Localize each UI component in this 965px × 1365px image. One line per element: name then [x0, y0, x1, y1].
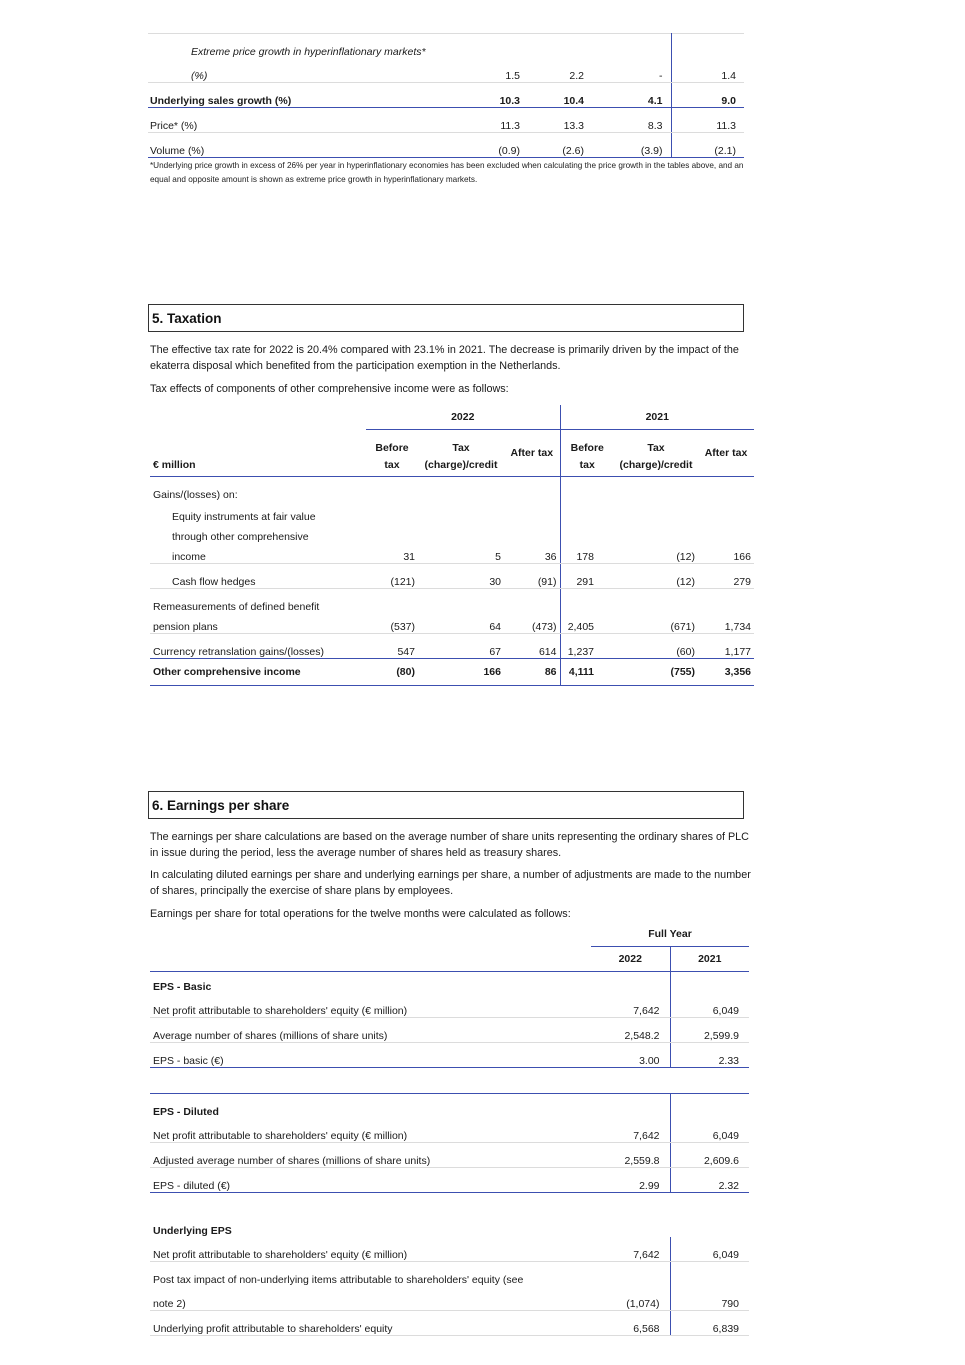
column-header: Tax	[452, 441, 470, 454]
cell: 64	[418, 613, 504, 634]
cell: 1,237	[560, 633, 614, 658]
cell: (3.9)	[594, 133, 671, 158]
table-row	[150, 476, 754, 501]
table-row	[150, 1018, 749, 1043]
table-row	[150, 1043, 749, 1068]
column-header: After tax	[510, 446, 554, 459]
column-header: tax	[560, 454, 614, 477]
column-header: 2021	[670, 947, 749, 972]
cell: 13.3	[523, 108, 594, 133]
cell: (80)	[366, 658, 418, 685]
cell: 6,839	[670, 1311, 749, 1336]
row-label: (%)	[148, 58, 478, 83]
cell: 67	[418, 633, 504, 658]
column-header: Before	[560, 430, 614, 454]
cell: 2,599.9	[670, 1018, 749, 1043]
paragraph: The earnings per share calculations are based on the average number of share units representing the ordinary shares of PLC in issue during the period, less the average number of shares held as treasury shares.	[150, 831, 749, 859]
section-heading-eps: 6. Earnings per share	[148, 791, 744, 819]
cell: 2,548.2	[591, 1018, 670, 1043]
table-header-row	[150, 947, 749, 972]
table-row	[150, 993, 749, 1018]
table-row	[148, 34, 744, 59]
column-header: (charge)/credit	[619, 458, 693, 471]
table-row	[150, 501, 754, 523]
cell: 11.3	[671, 108, 744, 133]
table-row	[150, 523, 754, 543]
cell: 3,356	[698, 658, 754, 685]
cell: 31	[366, 543, 418, 564]
table-row	[150, 563, 754, 588]
table-row	[148, 83, 744, 108]
cell: 8.3	[594, 108, 671, 133]
cell: 178	[560, 543, 614, 564]
cell: 30	[418, 563, 504, 588]
row-label: Cash flow hedges	[150, 563, 366, 588]
year-header: 2022	[366, 405, 560, 430]
cell: 166	[418, 658, 504, 685]
cell: 291	[560, 563, 614, 588]
paragraph: In calculating diluted earnings per share and underlying earnings per share, a number of adjustments are made to the number of shares, principally the exercise of share plans by employees.	[150, 869, 751, 897]
eps-underlying-table	[150, 1213, 749, 1336]
table-row	[150, 633, 754, 658]
table-row	[150, 1143, 749, 1168]
row-label: pension plans	[150, 613, 366, 634]
paragraph: Earnings per share for total operations for the twelve months were calculated as follows:	[150, 908, 571, 920]
cell: (537)	[366, 613, 418, 634]
cell: 5	[418, 543, 504, 564]
row-label: Net profit attributable to shareholders' equity (€ million)	[150, 993, 591, 1018]
cell: 547	[366, 633, 418, 658]
table-row	[150, 1118, 749, 1143]
row-label: Equity instruments at fair value	[172, 510, 316, 523]
row-label: Gains/(losses) on:	[153, 488, 238, 501]
row-label: Price* (%)	[148, 108, 478, 133]
group-title: EPS - Basic	[153, 981, 212, 993]
cell: (1,074)	[591, 1286, 670, 1311]
cell: 790	[670, 1286, 749, 1311]
row-label: Remeasurements of defined benefit	[153, 600, 320, 613]
cell: 4.1	[594, 83, 671, 108]
row-label: Underlying profit attributable to shareholders' equity	[150, 1311, 591, 1336]
column-group-header: Full Year	[591, 922, 749, 947]
cell: 2,559.8	[591, 1143, 670, 1168]
cell: (671)	[614, 613, 698, 634]
table-row	[148, 133, 744, 158]
cell: 6,049	[670, 1237, 749, 1262]
row-label: through other comprehensive	[172, 530, 309, 543]
cell: 2,609.6	[670, 1143, 749, 1168]
table-row	[150, 1286, 749, 1311]
sales-growth-table	[148, 33, 744, 158]
column-header: Before	[375, 441, 409, 454]
cell: (755)	[614, 658, 698, 685]
eps-diluted-table	[150, 1093, 749, 1193]
row-label: Underlying sales growth (%)	[148, 83, 478, 108]
cell: 1.5	[478, 58, 523, 83]
row-label: Currency retranslation gains/(losses)	[150, 633, 366, 658]
table-row	[150, 1213, 749, 1237]
cell: (91)	[504, 563, 560, 588]
cell: 6,049	[670, 993, 749, 1018]
cell: (2.1)	[671, 133, 744, 158]
column-header: Tax	[647, 441, 665, 454]
cell: 6,049	[670, 1118, 749, 1143]
table-row	[150, 1237, 749, 1262]
table-header-row	[150, 405, 754, 430]
table-row	[148, 108, 744, 133]
paragraph: Tax effects of components of other comprehensive income were as follows:	[150, 383, 509, 395]
table-row	[150, 969, 749, 993]
unit-label: € million	[153, 458, 196, 471]
cell: 7,642	[591, 993, 670, 1018]
cell: 7,642	[591, 1237, 670, 1262]
cell: (2.6)	[523, 133, 594, 158]
cell: (12)	[614, 543, 698, 564]
row-label: Volume (%)	[148, 133, 478, 158]
eps-header-table	[150, 922, 749, 972]
cell: 1,177	[698, 633, 754, 658]
cell: 3.00	[591, 1043, 670, 1068]
table-row	[150, 1168, 749, 1193]
table-header-row	[150, 430, 754, 454]
table-row-total	[150, 658, 754, 685]
column-header: tax	[384, 458, 400, 471]
cell: (121)	[366, 563, 418, 588]
cell: 4,111	[560, 658, 614, 685]
row-label: Other comprehensive income	[150, 658, 366, 685]
group-title: EPS - Diluted	[153, 1106, 219, 1118]
eps-basic-table	[150, 969, 749, 1068]
table-row	[148, 58, 744, 83]
table-row	[150, 613, 754, 634]
cell: 2.99	[591, 1168, 670, 1193]
paragraph: The effective tax rate for 2022 is 20.4% compared with 23.1% in 2021. The decrease is primarily driven by the impact of the ekaterra disposal which benefited from the participation exemption in the Netherlands.	[150, 344, 739, 372]
cell: 7,642	[591, 1118, 670, 1143]
cell: 2.32	[670, 1168, 749, 1193]
cell: 10.4	[523, 83, 594, 108]
row-label: Adjusted average number of shares (millions of share units)	[150, 1143, 591, 1168]
row-label: note 2)	[150, 1286, 591, 1311]
row-label: Net profit attributable to shareholders' equity (€ million)	[150, 1118, 591, 1143]
cell: 166	[698, 543, 754, 564]
taxation-table	[150, 405, 754, 686]
table-row	[150, 1311, 749, 1336]
table-header-row	[150, 922, 749, 947]
cell: 1,734	[698, 613, 754, 634]
row-label: Average number of shares (millions of share units)	[150, 1018, 591, 1043]
cell: 279	[698, 563, 754, 588]
row-label: EPS - basic (€)	[150, 1043, 591, 1068]
cell: 86	[504, 658, 560, 685]
row-label: EPS - diluted (€)	[150, 1168, 591, 1193]
cell: (60)	[614, 633, 698, 658]
row-label: Net profit attributable to shareholders' equity (€ million)	[150, 1237, 591, 1262]
cell: 11.3	[478, 108, 523, 133]
cell: 6,568	[591, 1311, 670, 1336]
row-label: Post tax impact of non-underlying items attributable to shareholders' equity (see	[153, 1274, 524, 1286]
table-row	[150, 1094, 749, 1119]
cell: 10.3	[478, 83, 523, 108]
column-header: (charge)/credit	[424, 458, 498, 471]
cell: -	[594, 58, 671, 83]
table-row	[150, 543, 754, 564]
cell: 2,405	[560, 613, 614, 634]
cell: 2.33	[670, 1043, 749, 1068]
table-row	[150, 588, 754, 613]
column-header: 2022	[618, 953, 642, 965]
footnote: *Underlying price growth in excess of 26% per year in hyperinflationary economies has been excluded when calculating the price growth in the tables above, and an equal and opposite amount is shown as extreme price growth in hyperinflationary markets.	[150, 161, 744, 184]
cell: 9.0	[671, 83, 744, 108]
group-title: Underlying EPS	[153, 1225, 232, 1237]
cell: (473)	[504, 613, 560, 634]
table-header-row	[150, 454, 754, 477]
cell: 2.2	[523, 58, 594, 83]
year-header: 2021	[560, 405, 754, 430]
table-row	[150, 1262, 749, 1287]
cell: 1.4	[671, 58, 744, 83]
cell: (12)	[614, 563, 698, 588]
cell: 614	[504, 633, 560, 658]
column-header: After tax	[704, 446, 748, 459]
cell: 36	[504, 543, 560, 564]
cell: (0.9)	[478, 133, 523, 158]
row-label: income	[150, 543, 366, 564]
row-label: Extreme price growth in hyperinflationary markets*	[191, 46, 426, 58]
section-heading-taxation: 5. Taxation	[148, 304, 744, 332]
